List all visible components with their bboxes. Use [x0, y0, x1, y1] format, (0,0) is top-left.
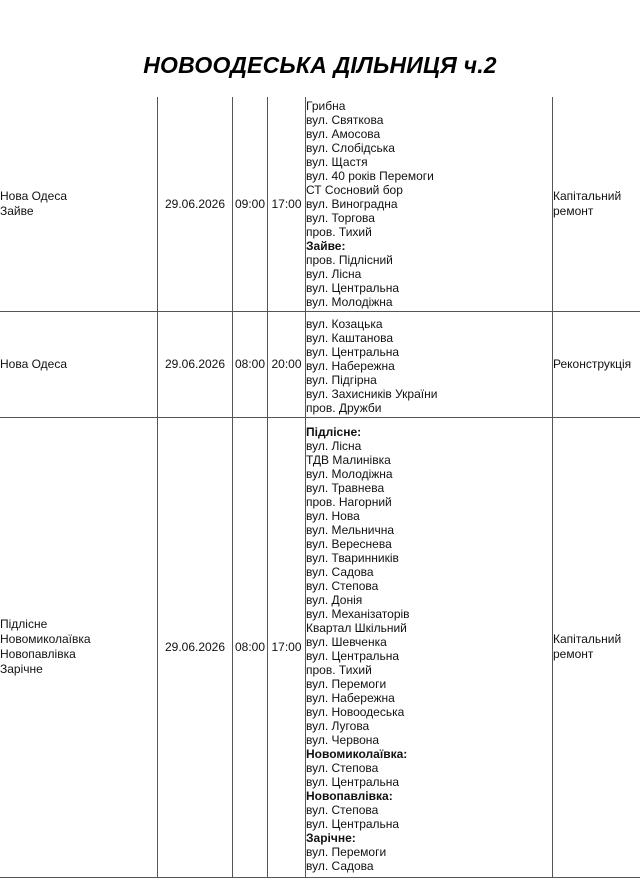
street-name: пров. Тихий [306, 663, 552, 677]
date-cell: 29.06.2026 [158, 417, 233, 877]
work-type-text: Реконструкція [553, 357, 640, 372]
street-name: вул. Шевченка [306, 635, 552, 649]
street-name: вул. Козацька [306, 317, 552, 331]
outage-schedule-table [0, 97, 640, 878]
locations-cell [0, 97, 158, 311]
settlement-heading: Новопавлівка: [306, 789, 552, 803]
street-name: вул. Степова [306, 803, 552, 817]
street-name: вул. Садова [306, 859, 552, 873]
street-name: СТ Сосновий бор [306, 183, 552, 197]
street-name: вул. Перемоги [306, 677, 552, 691]
start-time-cell: 09:00 [233, 97, 268, 311]
table-row [0, 97, 640, 311]
street-name: вул. Центральна [306, 649, 552, 663]
streets-cell [306, 97, 553, 311]
street-name: вул. Щастя [306, 155, 552, 169]
start-time-cell: 08:00 [233, 311, 268, 417]
end-time-cell: 17:00 [268, 417, 306, 877]
settlement-heading: Зарічне: [306, 831, 552, 845]
street-name: вул. Садова [306, 565, 552, 579]
work-type-text: Капітальний [553, 189, 640, 204]
locations-cell [0, 417, 158, 877]
street-name: вул. Тваринників [306, 551, 552, 565]
street-name: вул. Новоодеська [306, 705, 552, 719]
street-name: вул. Лісна [306, 267, 552, 281]
work-type-cell [553, 311, 640, 417]
street-name: вул. Травнева [306, 481, 552, 495]
settlement-heading: Підлісне: [306, 425, 552, 439]
location-name: Новомиколаївка [0, 632, 157, 647]
page-title: НОВООДЕСЬКА ДІЛЬНИЦЯ ч.2 [0, 52, 640, 79]
street-name: вул. Донія [306, 593, 552, 607]
settlement-heading: Новомиколаївка: [306, 747, 552, 761]
street-name: вул. Центральна [306, 345, 552, 359]
settlement-heading: Зайве: [306, 239, 552, 253]
street-name: вул. Лугова [306, 719, 552, 733]
street-name: вул. Степова [306, 761, 552, 775]
street-name: пров. Тихий [306, 225, 552, 239]
street-name: Квартал Шкільний [306, 621, 552, 635]
start-time-cell: 08:00 [233, 417, 268, 877]
end-time-cell: 20:00 [268, 311, 306, 417]
street-name: вул. Степова [306, 579, 552, 593]
street-name: Грибна [306, 99, 552, 113]
work-type-text: ремонт [553, 647, 640, 662]
street-name: вул. Набережна [306, 691, 552, 705]
street-name: вул. Молодіжна [306, 295, 552, 309]
street-name: вул. Амосова [306, 127, 552, 141]
date-cell: 29.06.2026 [158, 97, 233, 311]
table-row [0, 417, 640, 877]
street-name: ТДВ Малинівка [306, 453, 552, 467]
street-name: вул. Лісна [306, 439, 552, 453]
street-name: пров. Дружби [306, 401, 552, 415]
location-name: Підлісне [0, 617, 157, 632]
street-name: вул. Центральна [306, 281, 552, 295]
street-name: пров. Підлісний [306, 253, 552, 267]
location-name: Зарічне [0, 662, 157, 677]
street-name: вул. Червона [306, 733, 552, 747]
street-name: вул. Мельнична [306, 523, 552, 537]
street-name: вул. 40 років Перемоги [306, 169, 552, 183]
street-name: вул. Каштанова [306, 331, 552, 345]
street-name: вул. Набережна [306, 359, 552, 373]
work-type-cell [553, 97, 640, 311]
location-name: Нова Одеса [0, 189, 157, 204]
street-name: вул. Вереснева [306, 537, 552, 551]
work-type-text: ремонт [553, 204, 640, 219]
street-name: вул. Молодіжна [306, 467, 552, 481]
street-name: вул. Центральна [306, 817, 552, 831]
table-row [0, 311, 640, 417]
location-name: Новопавлівка [0, 647, 157, 662]
location-name: Нова Одеса [0, 357, 157, 372]
street-name: вул. Виноградна [306, 197, 552, 211]
street-name: вул. Святкова [306, 113, 552, 127]
streets-cell [306, 311, 553, 417]
street-name: вул. Захисників України [306, 387, 552, 401]
work-type-text: Капітальний [553, 632, 640, 647]
location-name: Зайве [0, 204, 157, 219]
street-name: вул. Механізаторів [306, 607, 552, 621]
street-name: пров. Нагорний [306, 495, 552, 509]
end-time-cell: 17:00 [268, 97, 306, 311]
street-name: вул. Нова [306, 509, 552, 523]
street-name: вул. Торгова [306, 211, 552, 225]
street-name: вул. Центральна [306, 775, 552, 789]
street-name: вул. Слобідська [306, 141, 552, 155]
locations-cell [0, 311, 158, 417]
date-cell: 29.06.2026 [158, 311, 233, 417]
work-type-cell [553, 417, 640, 877]
street-name: вул. Підгірна [306, 373, 552, 387]
street-name: вул. Перемоги [306, 845, 552, 859]
streets-cell [306, 417, 553, 877]
